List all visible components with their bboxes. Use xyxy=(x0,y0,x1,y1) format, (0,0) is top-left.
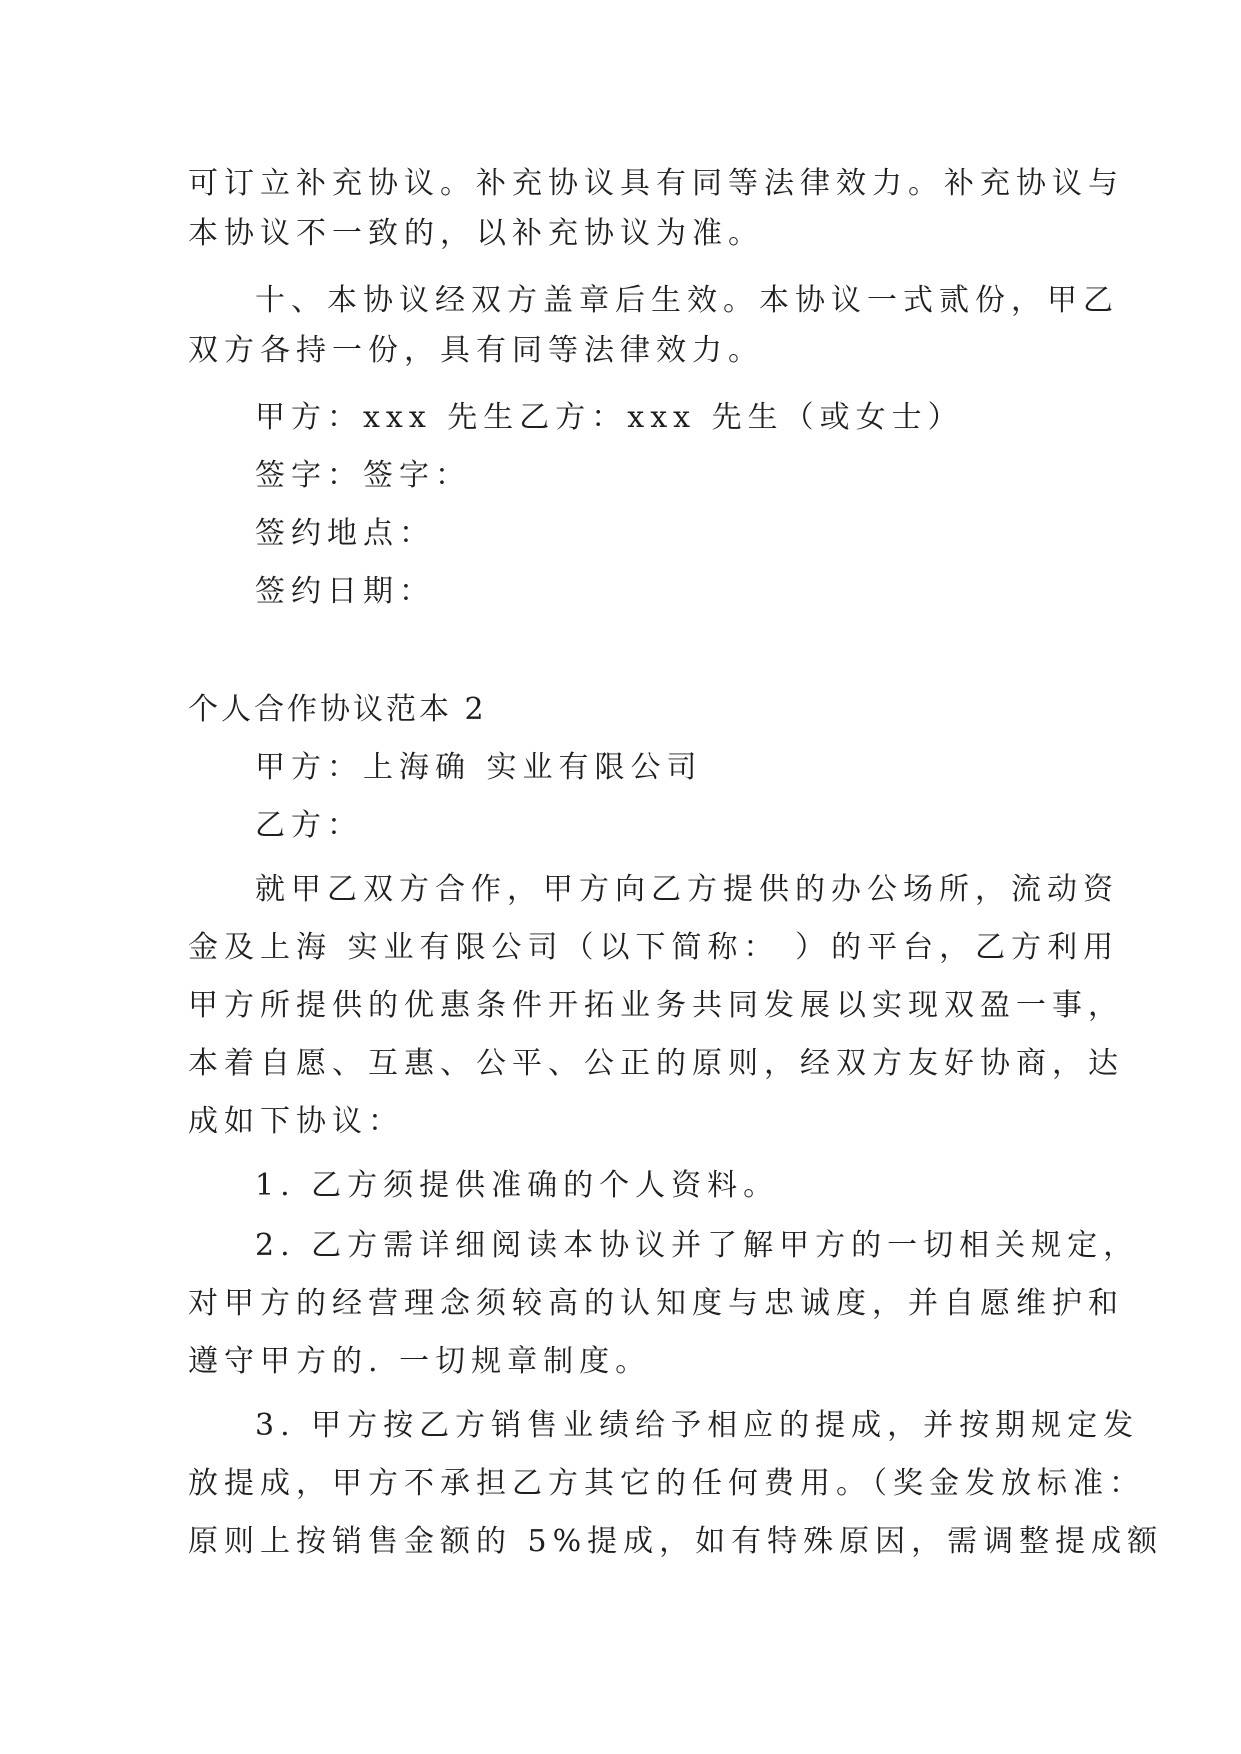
section-title: 个人合作协议范本 2 xyxy=(188,692,487,727)
clause-3-line: 放提成，甲方不承担乙方其它的任何费用。（奖金发放标准： xyxy=(188,1466,1145,1501)
clause-2-line: 2. 乙方需详细阅读本协议并了解甲方的一切相关规定， xyxy=(255,1228,1140,1263)
intro-paragraph-line: 金及上海 实业有限公司（以下简称： ）的平台，乙方利用 xyxy=(188,930,1120,965)
clause-2-line: 对甲方的经营理念须较高的认知度与忠诚度，并自愿维护和 xyxy=(188,1286,1124,1321)
party-b-line: 乙方： xyxy=(255,808,363,843)
clause-3-line: 原则上按销售金额的 5%提成，如有特殊原因，需调整提成额 xyxy=(188,1524,1164,1559)
body-text-line: 可订立补充协议。补充协议具有同等法律效力。补充协议与 xyxy=(188,166,1124,201)
clause-3-line: 3. 甲方按乙方销售业绩给予相应的提成，并按期规定发 xyxy=(255,1408,1140,1443)
clause-10-line: 十、本协议经双方盖章后生效。本协议一式贰份，甲乙 xyxy=(255,283,1119,318)
clause-2-line: 遵守甲方的. 一切规章制度。 xyxy=(188,1344,652,1379)
intro-paragraph-line: 甲方所提供的优惠条件开拓业务共同发展以实现双盈一事， xyxy=(188,988,1124,1023)
parties-line: 甲方：xxx 先生乙方：xxx 先生（或女士） xyxy=(255,400,964,435)
body-text-line: 双方各持一份，具有同等法律效力。 xyxy=(188,333,764,368)
signing-date-line: 签约日期： xyxy=(255,574,435,609)
intro-paragraph-line: 本着自愿、互惠、公平、公正的原则，经双方友好协商，达 xyxy=(188,1046,1124,1081)
signing-place-line: 签约地点： xyxy=(255,516,435,551)
clause-1-line: 1. 乙方须提供准确的个人资料。 xyxy=(255,1168,780,1203)
signature-line: 签字：签字： xyxy=(255,458,471,493)
intro-paragraph-line: 成如下协议： xyxy=(188,1104,404,1139)
party-a-line: 甲方：上海确 实业有限公司 xyxy=(255,750,703,785)
intro-paragraph-line: 就甲乙双方合作，甲方向乙方提供的办公场所，流动资 xyxy=(255,872,1119,907)
body-text-line: 本协议不一致的，以补充协议为准。 xyxy=(188,216,764,251)
